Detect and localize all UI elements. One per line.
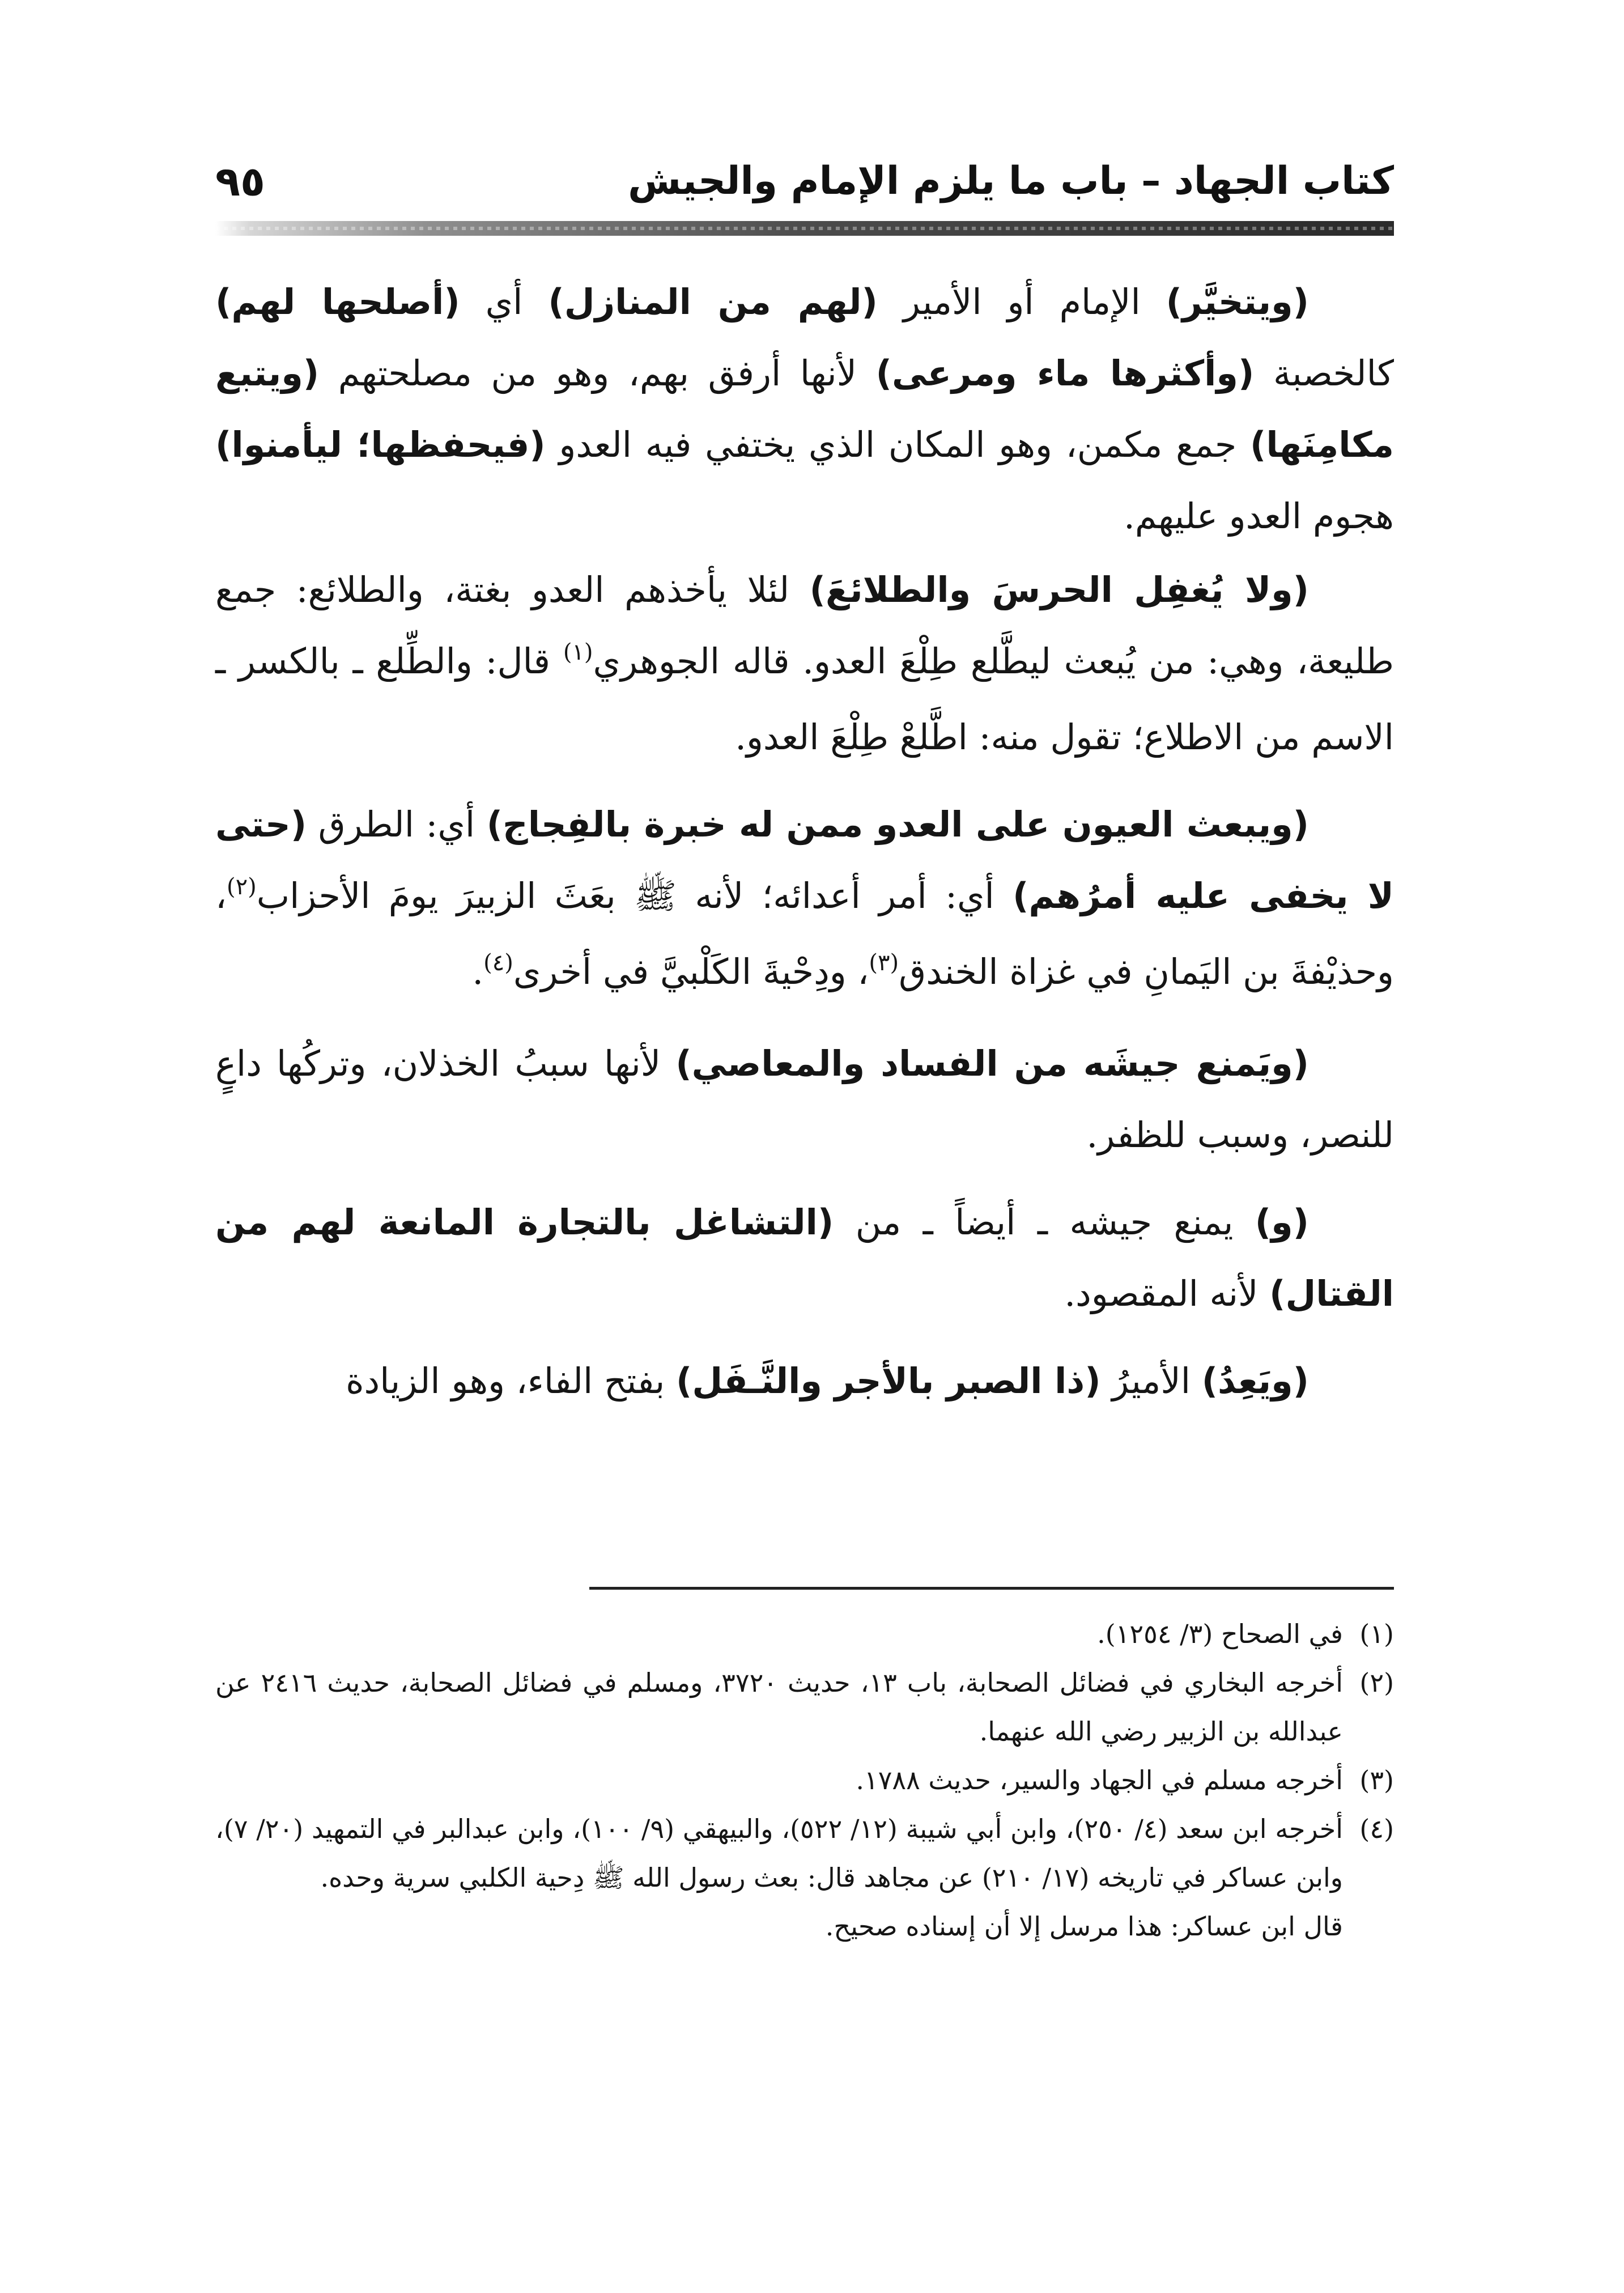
footnote-number: (٣) <box>1359 1765 1394 1795</box>
footnote <box>215 1610 1394 1658</box>
footnotes <box>215 1610 1394 1951</box>
footnote-text: أخرجه ابن سعد (٤/ ٢٥٠)، وابن أبي شيبة (١٢/ ٥٢٢)، والبيهقي (٩/ ١٠٠)، وابن عبدالبر في التمهيد (٢٠/ ٧)، وابن عساكر في تاريخه (١٧/ ٢١٠) عن مجاهد قال: بعث رسول الله ﷺ دِحية الكلبي سرية وحده. <box>215 1814 1344 1893</box>
matn-text: (فيحفظها؛ ليأمنوا) <box>215 424 546 465</box>
commentary-text: . <box>472 951 484 992</box>
footnote-text: أخرجه البخاري في فضائل الصحابة، باب ١٣، حديث ٣٧٢٠، ومسلم في فضائل الصحابة، حديث ٢٤١٦ عن عبدالله بن الزبير رضي الله عنهما. <box>215 1667 1344 1747</box>
matn-text: (ويتخيَّر) <box>1166 281 1309 322</box>
footnote-number: (٢) <box>1359 1667 1395 1698</box>
footnote <box>215 1902 1394 1951</box>
footnote <box>215 1804 1394 1902</box>
body-paragraph <box>215 1345 1394 1417</box>
commentary-text: أي: الطرق <box>307 804 487 845</box>
commentary-text: الإمام أو الأمير <box>877 281 1166 322</box>
commentary-text: يمنع جيشه ـ أيضاً ـ من <box>834 1201 1255 1243</box>
matn-text: (حتى لا يخفى عليه أمرُهم) <box>215 804 1394 916</box>
running-header <box>215 153 1394 215</box>
matn-text: (أصلحها لهم) <box>215 281 460 322</box>
commentary-text: ، وحذيْفةَ بن اليَمانِ في غزاة الخندق <box>215 875 1394 992</box>
commentary-text: جمع مكمن، وهو المكان الذي يختفي فيه العدو <box>545 424 1251 465</box>
matn-text: (ويبعث العيون على العدو ممن له خبرة بالفِجاج) <box>486 804 1309 845</box>
matn-text: (ويَمنع جيشَه من الفساد والمعاصي) <box>675 1043 1309 1084</box>
commentary-text: لأنها سببُ الخذلان، وتركُها داعٍ للنصر، وسبب للظفر. <box>215 1043 1394 1156</box>
footnote-text: أخرجه مسلم في الجهاد والسير، حديث ١٧٨٨. <box>856 1765 1343 1795</box>
body-paragraph <box>215 1028 1394 1171</box>
commentary-text: لئلا يأخذهم العدو بغتة، والطلائع: جمع طليعة، وهي: من يُبعث ليطَّلع طِلْعَ العدو. قاله الجوهري <box>215 569 1394 682</box>
footnote-ref[interactable]: (٢) <box>227 874 257 900</box>
matn-text: (ذا الصبر بالأجر والنَّـفَل) <box>676 1360 1101 1402</box>
matn-text: (ويَعِدُ) <box>1201 1360 1309 1402</box>
commentary-text: أي <box>460 281 549 322</box>
footnote-text: قال ابن عساكر: هذا مرسل إلا أن إسناده صحيح. <box>825 1911 1343 1942</box>
footnote <box>215 1756 1394 1804</box>
commentary-text: لأنها أرفق بهم، وهو من مصلحتهم <box>319 353 876 394</box>
body-paragraph <box>215 266 1394 552</box>
footnote-number: (١) <box>1359 1619 1394 1649</box>
commentary-text: لأنه المقصود. <box>1064 1273 1270 1314</box>
body-paragraph <box>215 554 1394 773</box>
page-number: ٩٥ <box>215 158 265 205</box>
matn-text: (وأكثرها ماء ومرعى) <box>875 353 1255 394</box>
footnote <box>215 1658 1394 1756</box>
commentary-text: الأميرُ <box>1100 1360 1202 1402</box>
matn-text: (و) <box>1255 1201 1309 1243</box>
body-paragraph <box>215 1187 1394 1330</box>
matn-text: (التشاغل بالتجارة المانعة لهم من القتال) <box>215 1201 1394 1314</box>
commentary-text: أي: أمر أعدائه؛ لأنه ﷺ بعَثَ الزبيرَ يومَ الأحزاب <box>256 875 1013 916</box>
matn-text: (لهم من المنازل) <box>548 281 878 322</box>
main-text <box>215 266 1394 1433</box>
commentary-text: هجوم العدو عليهم. <box>1124 495 1394 537</box>
commentary-text: ، ودِحْيةَ الكَلْبيَّ في أخرى <box>513 951 869 992</box>
footnote-separator <box>589 1587 1394 1590</box>
header-title: كتاب الجهاد – باب ما يلزم الإمام والجيش <box>628 159 1394 203</box>
commentary-text: قال: والطِّلع ـ بالكسر ـ الاسم من الاطلاع؛ تقول منه: اطَّلعْ طِلْعَ العدو. <box>215 640 1394 758</box>
footnote-number: (٤) <box>1359 1814 1395 1844</box>
commentary-text: كالخصبة <box>1254 353 1394 394</box>
footnote-ref[interactable]: (١) <box>563 639 593 665</box>
matn-text: (ولا يُغفِل الحرسَ والطلائعَ) <box>809 569 1309 610</box>
commentary-text: بفتح الفاء، وهو الزيادة <box>346 1360 677 1402</box>
body-paragraph <box>215 789 1394 1012</box>
header-rule <box>215 221 1394 236</box>
matn-text: (ويتبع مكامِنَها) <box>215 353 1394 465</box>
footnote-ref[interactable]: (٣) <box>869 950 899 976</box>
footnote-ref[interactable]: (٤) <box>483 950 513 976</box>
footnote-text: في الصحاح (٣/ ١٢٥٤). <box>1097 1619 1343 1649</box>
